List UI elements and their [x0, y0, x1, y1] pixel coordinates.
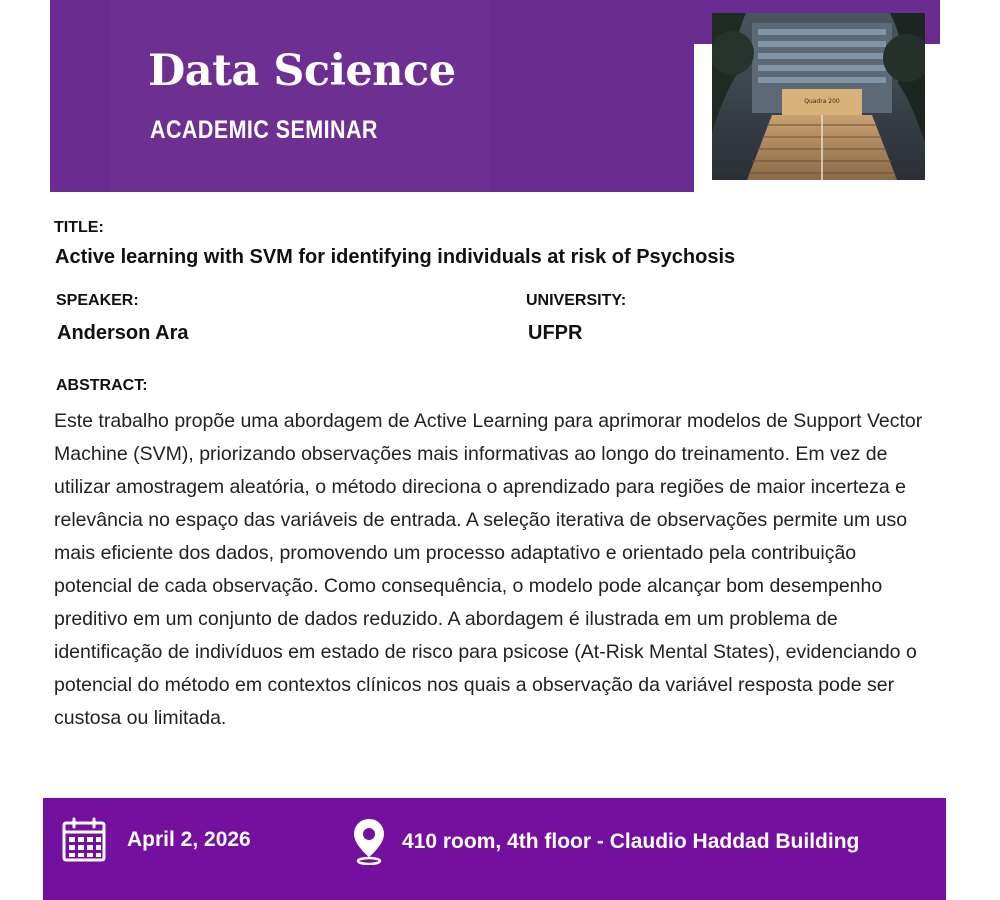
building-photo [712, 13, 925, 180]
calendar-icon [61, 817, 107, 868]
talk-title: Active learning with SVM for identifying individuals at risk of Psychosis [55, 246, 736, 268]
location-pin-icon [351, 817, 387, 870]
speaker-name: Anderson Ara [57, 322, 189, 344]
university-label: UNIVERSITY: [526, 292, 627, 309]
seminar-series-title: Data Science [148, 46, 456, 96]
building-sign-text: Quadra 200 [804, 98, 840, 105]
university-name: UFPR [528, 322, 583, 344]
event-location: 410 room, 4th floor - Claudio Haddad Building [402, 830, 860, 853]
header-title-panel [110, 0, 490, 192]
event-date: April 2, 2026 [127, 828, 251, 851]
speaker-label: SPEAKER: [56, 292, 139, 309]
seminar-series-subtitle: ACADEMIC SEMINAR [150, 116, 378, 144]
abstract-label: ABSTRACT: [56, 377, 148, 394]
title-label: TITLE: [54, 219, 104, 236]
abstract-text: Este trabalho propõe uma abordagem de Active Learning para aprimorar modelos de Support Vector Machine (SVM), priorizando observações mais informativas ao longo do treinamento. Em vez de utilizar amostragem aleatória, o método direciona o aprendizado para regiões de maior incerteza e relevância no espaço das variáveis de entrada. A seleção iterativa de observações permite um uso mais eficiente dos dados, promovendo um processo adaptativo e orientado pela contribuição potencial de cada observação. Como consequência, o modelo pode alcançar bom desempenho preditivo em um conjunto de dados reduzido. A abordagem é ilustrada em um problema de identificação de indivíduos em estado de risco para psicose (At-Risk Mental States), evidenciando o potencial do método em contextos clínicos nos quais a observação da variável resposta pode ser custosa ou limitada. [54, 410, 923, 729]
